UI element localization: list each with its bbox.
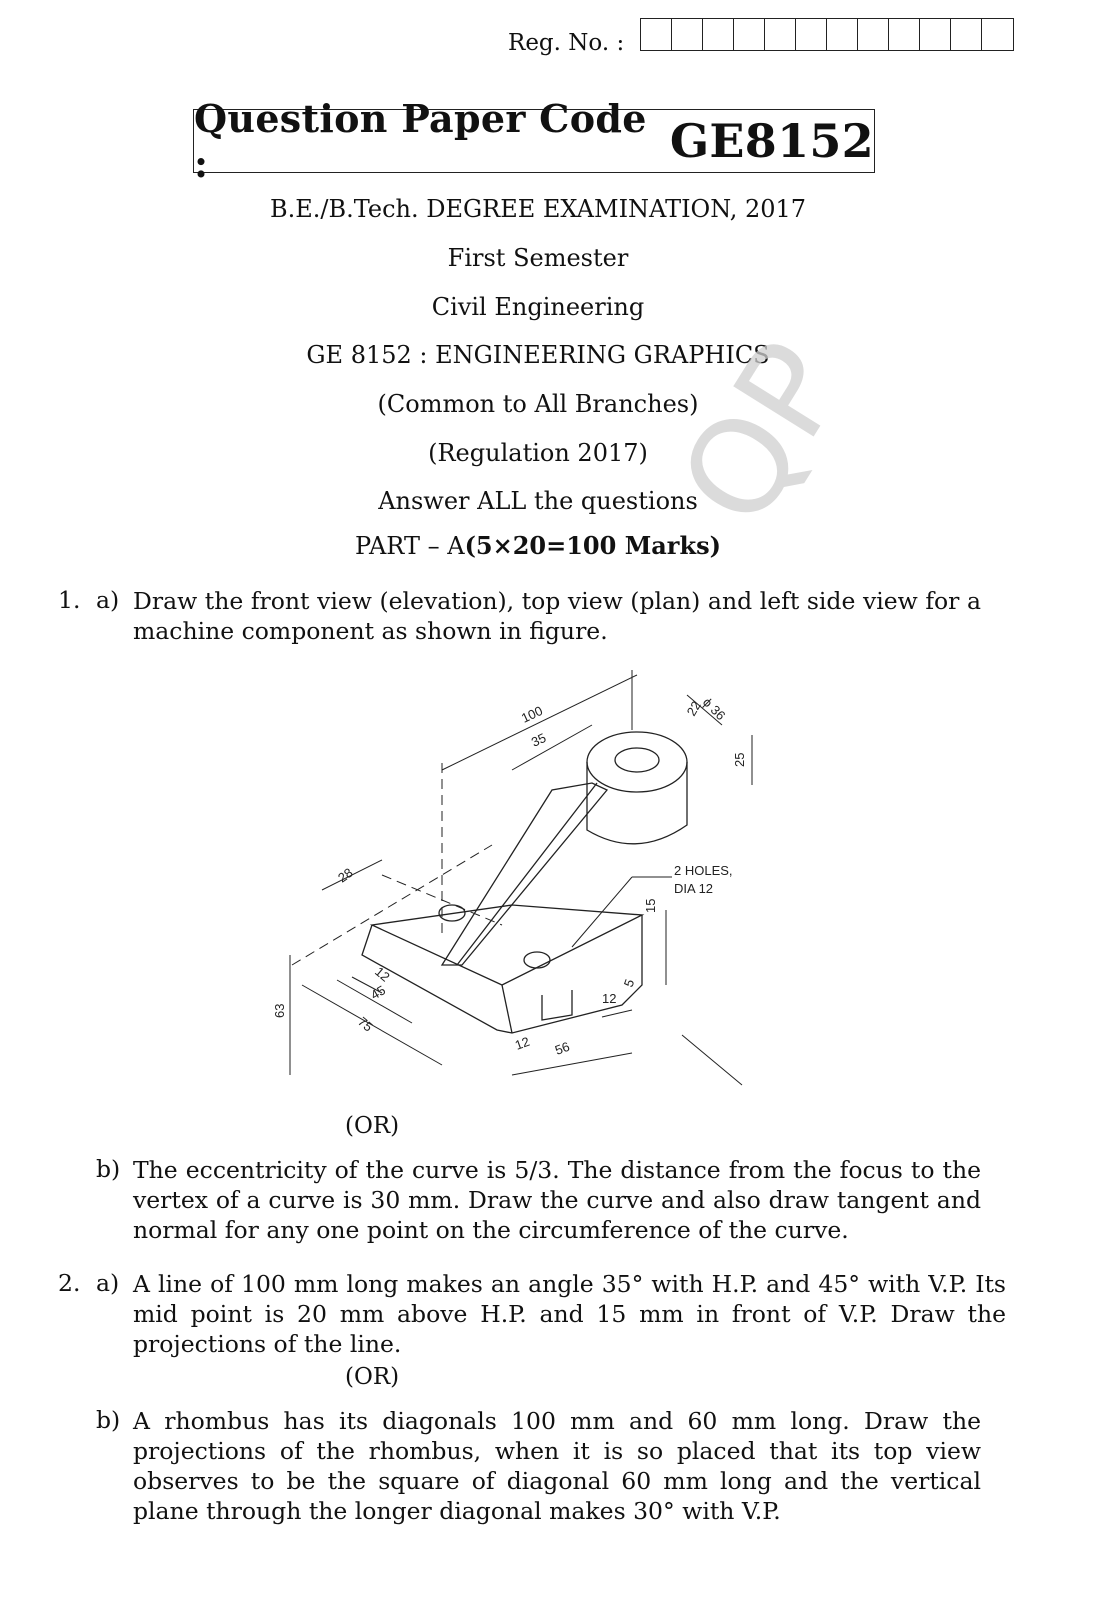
reg-no-label: Reg. No. : (508, 30, 625, 56)
base-top-face (372, 905, 642, 985)
base-front-edges (362, 915, 642, 1033)
q1-or: (OR) (345, 1113, 400, 1139)
boss-hole (615, 748, 659, 772)
dim-56: 56 (552, 1038, 572, 1058)
dim-75: 75 (355, 1013, 376, 1035)
q2-or: (OR) (345, 1364, 400, 1390)
dim-5: 5 (620, 977, 638, 990)
holes-label: 2 HOLES, (674, 863, 733, 878)
q1b-label: b) (96, 1155, 121, 1183)
q2b-text: A rhombus has its diagonals 100 mm and 60 mm long. Draw the projections of the rhombus, when it is so placed that its top view observes to be the square of diagonal 60 mm long and the vertical plane through the longer diagonal makes 30° with V.P. (133, 1407, 981, 1525)
question-paper-code-box (193, 96, 875, 186)
dim-100: 100 (518, 702, 545, 726)
part-prefix: PART – A (355, 532, 465, 560)
common-note: (Common to All Branches) (377, 390, 699, 418)
dim-25: 25 (732, 752, 747, 767)
dim-phi36: ϕ 36 (699, 694, 729, 724)
paper-code: GE8152 (669, 114, 874, 168)
reg-no-boxes (640, 18, 1014, 51)
part-heading (0, 531, 1076, 560)
base-hole-2 (524, 952, 550, 968)
base-slot (542, 990, 572, 1020)
dim-22: 22 (683, 698, 704, 719)
regulation: (Regulation 2017) (428, 439, 648, 467)
q2b-label: b) (96, 1406, 121, 1434)
q2a-label: a) (96, 1269, 120, 1297)
code-label: Question Paper Code : (194, 96, 647, 186)
dim-63: 63 (272, 1003, 287, 1018)
machine-component-figure (262, 655, 762, 1095)
q1a-label: a) (96, 586, 120, 614)
degree-title: B.E./B.Tech. DEGREE EXAMINATION, 2017 (269, 195, 807, 223)
boss-top (587, 732, 687, 792)
dim-15: 15 (643, 898, 658, 913)
dim-12-right: 12 (602, 991, 617, 1006)
q1b-text: The eccentricity of the curve is 5/3. The distance from the focus to the vertex of a curve is 30 mm. Draw the curve and also draw tangent and normal for any one point on the circumference of the curve. (133, 1156, 981, 1244)
qp-watermark: QP (650, 316, 875, 551)
inclined-arm (442, 783, 607, 965)
dia-label: DIA 12 (674, 881, 714, 896)
q1-number: 1. (58, 586, 81, 614)
q2-number: 2. (58, 1269, 81, 1297)
dim-45: 45 (368, 982, 389, 1003)
subject: GE 8152 : ENGINEERING GRAPHICS (306, 341, 770, 369)
q1a-text: Draw the front view (elevation), top view (plan) and left side view for a machine component as shown in figure. (133, 587, 981, 645)
dim-28: 28 (335, 864, 356, 886)
semester: First Semester (447, 244, 629, 272)
instruction: Answer ALL the questions (378, 487, 698, 515)
q2a-text: A line of 100 mm long makes an angle 35° with H.P. and 45° with V.P. Its mid point is 20 mm above H.P. and 15 mm in front of V.P. Draw the projections of the line. (133, 1270, 1006, 1358)
dim-12-left: 12 (372, 963, 393, 985)
department: Civil Engineering (431, 293, 645, 321)
dim-12-bottom: 12 (512, 1033, 532, 1053)
part-marks: (5×20=100 Marks) (464, 531, 721, 560)
boss-body (587, 762, 687, 844)
dim-35: 35 (528, 730, 549, 750)
